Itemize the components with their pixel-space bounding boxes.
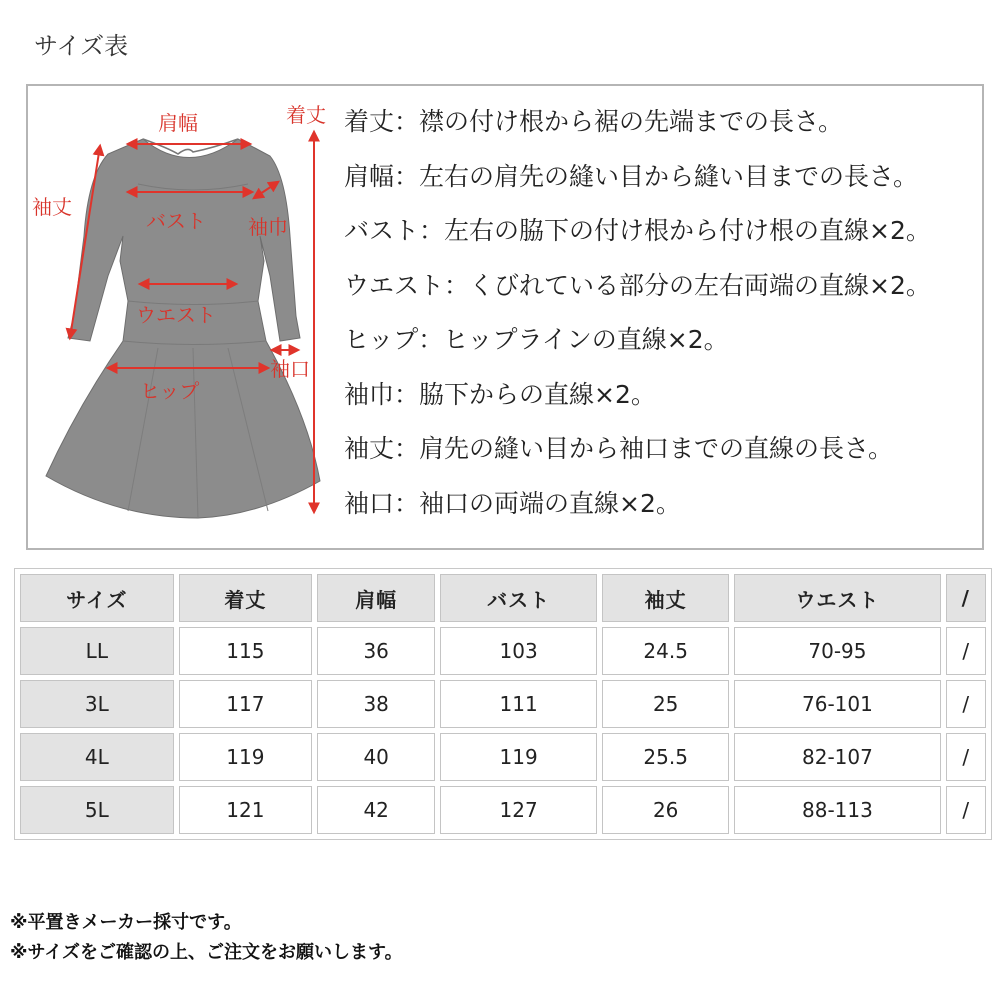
label-sleeve-width: 袖巾 <box>248 215 288 239</box>
size-table <box>14 568 992 840</box>
cell-size: 4L <box>20 733 174 781</box>
table-row <box>20 627 986 675</box>
cell-length: 121 <box>179 786 312 834</box>
header-bust: バスト <box>440 574 597 622</box>
table-row <box>20 786 986 834</box>
definition-sleeve-length: 袖丈：肩先の縫い目から袖口までの直線の長さ。 <box>344 434 894 463</box>
cell-waist: 88-113 <box>734 786 940 834</box>
cell-shoulder: 36 <box>317 627 435 675</box>
cell-bust: 111 <box>440 680 597 728</box>
cell-size: LL <box>20 627 174 675</box>
definition-cuff: 袖口：袖口の両端の直線×2。 <box>344 488 681 518</box>
cell-slash: / <box>946 786 986 834</box>
cell-sleeve-length: 24.5 <box>602 627 729 675</box>
measurement-guide <box>26 84 984 550</box>
dress-silhouette <box>46 139 320 518</box>
cell-length: 117 <box>179 680 312 728</box>
label-sleeve-length: 袖丈 <box>32 195 72 219</box>
table-header-row <box>20 574 986 622</box>
header-waist: ウエスト <box>734 574 940 622</box>
cell-shoulder: 42 <box>317 786 435 834</box>
header-shoulder: 肩幅 <box>317 574 435 622</box>
definition-hip: ヒップ：ヒップラインの直線×2。 <box>344 325 729 354</box>
cell-slash: / <box>946 733 986 781</box>
header-size: サイズ <box>20 574 174 622</box>
cell-bust: 103 <box>440 627 597 675</box>
definition-waist: ウエスト：くびれている部分の左右両端の直線×2。 <box>344 270 931 300</box>
definition-bust: バスト：左右の脇下の付け根から付け根の直線×2。 <box>344 216 931 245</box>
cell-sleeve-length: 25 <box>602 680 729 728</box>
cell-sleeve-length: 25.5 <box>602 733 729 781</box>
label-hip: ヒップ <box>140 379 200 403</box>
table-row <box>20 733 986 781</box>
note-confirm-size: ※サイズをご確認の上、ご注文をお願いします。 <box>10 942 403 963</box>
label-length: 着丈 <box>286 103 326 127</box>
cell-waist: 82-107 <box>734 733 940 781</box>
cell-bust: 127 <box>440 786 597 834</box>
definition-sleeve-width: 袖巾：脇下からの直線×2。 <box>344 379 656 409</box>
cell-slash: / <box>946 680 986 728</box>
label-cuff: 袖口 <box>270 357 310 381</box>
note-measurement: ※平置きメーカー採寸です。 <box>10 912 242 933</box>
header-slash: / <box>946 574 986 622</box>
page-title: サイズ表 <box>34 32 129 60</box>
label-bust: バスト <box>146 209 206 233</box>
cell-length: 115 <box>179 627 312 675</box>
cell-slash: / <box>946 627 986 675</box>
cell-size: 5L <box>20 786 174 834</box>
cell-size: 3L <box>20 680 174 728</box>
header-sleeve-length: 袖丈 <box>602 574 729 622</box>
definition-shoulder: 肩幅：左右の肩先の縫い目から縫い目までの長さ。 <box>344 161 919 191</box>
cell-shoulder: 38 <box>317 680 435 728</box>
cell-length: 119 <box>179 733 312 781</box>
header-length: 着丈 <box>179 574 312 622</box>
label-waist: ウエスト <box>136 303 216 327</box>
definition-length: 着丈：襟の付け根から裾の先端までの長さ。 <box>344 107 844 136</box>
label-shoulder: 肩幅 <box>158 111 198 135</box>
dress-diagram <box>28 86 348 548</box>
cell-waist: 76-101 <box>734 680 940 728</box>
cell-bust: 119 <box>440 733 597 781</box>
notes <box>10 908 403 968</box>
cell-waist: 70-95 <box>734 627 940 675</box>
cell-shoulder: 40 <box>317 733 435 781</box>
definitions-list <box>344 104 984 540</box>
cell-sleeve-length: 26 <box>602 786 729 834</box>
table-row <box>20 680 986 728</box>
